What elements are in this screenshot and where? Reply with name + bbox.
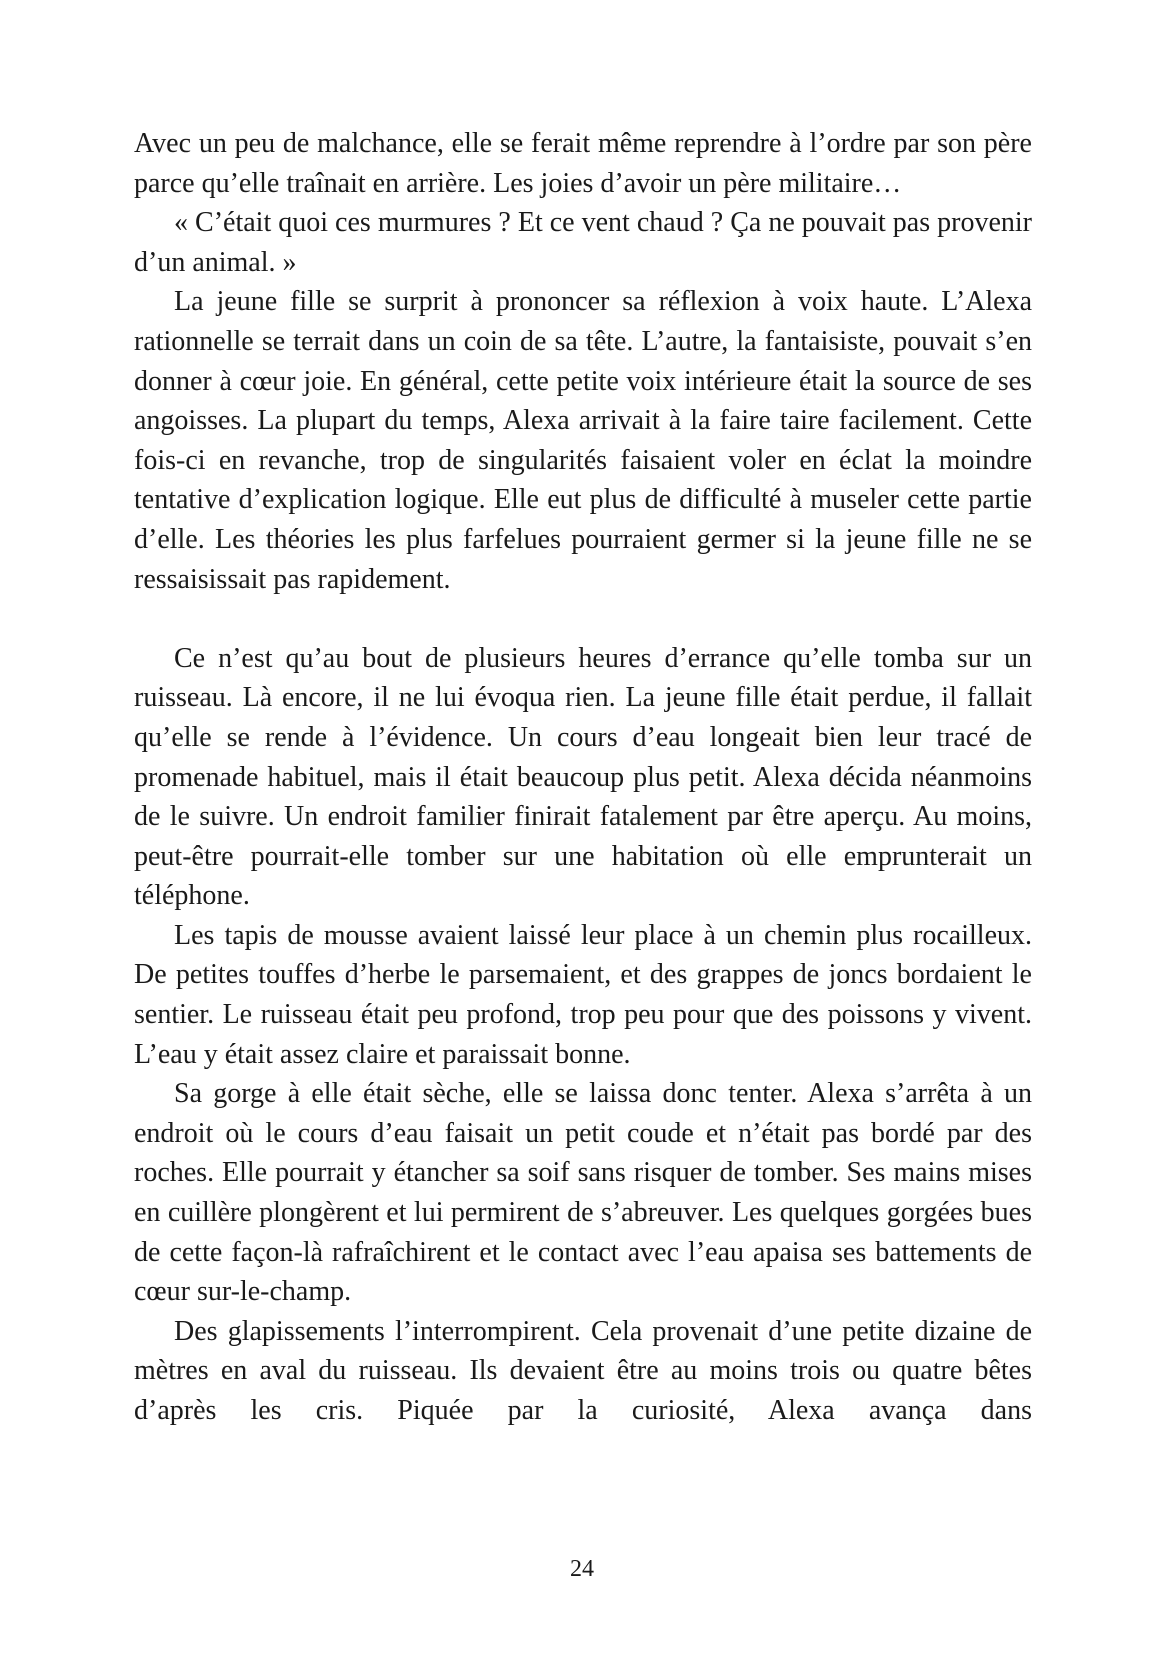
paragraph: La jeune fille se surprit à prononcer sa réflexion à voix haute. L’Alexa rationnelle se terrait dans un coin de sa tête. L’autre, la fantaisiste, pouvait s’en donner à cœur joie. En général, cette petite voix intérieure était la source de ses angoisses. La plupart du temps, Alexa arrivait à la faire taire facilement. Cette fois-ci en revanche, trop de singularités faisaient voler en éclat la moindre tentative d’explication logique. Elle eut plus de difficulté à museler cette partie d’elle. Les théories les plus farfelues pourraient germer si la jeune fille ne se ressaisissait pas rapidement. [134, 286, 1032, 595]
paragraph-section-start: Ce n’est qu’au bout de plusieurs heures d’errance qu’elle tomba sur un ruisseau. Là encore, il ne lui évoqua rien. La jeune fille était perdue, il fallait qu’elle se rende à l’évidence. Un cours d’eau longeait bien leur tracé de promenade habituel, mais il était beaucoup plus petit. Alexa décida néanmoins de le suivre. Un endroit familier finirait fatalement par être aperçu. Au moins, peut-être pourrait-elle tomber sur une habitation où elle emprunterait un téléphone. [134, 642, 1032, 912]
page-number: 24 [570, 1556, 594, 1582]
paragraph-dialogue: « C’était quoi ces murmures ? Et ce vent chaud ? Ça ne pouvait pas provenir d’un animal. » [134, 207, 1032, 278]
body-text [134, 124, 1032, 1431]
paragraph-continuation: Avec un peu de malchance, elle se ferait même reprendre à l’ordre par son père parce qu’elle traînait en arrière. Les joies d’avoir un père militaire… [134, 128, 1032, 199]
paragraph-continues-next-page: Des glapissements l’interrompirent. Cela provenait d’une petite dizaine de mètres en aval du ruisseau. Ils devaient être au moins trois ou quatre bêtes d’après les cris. Piquée par la curiosité, Alexa avança dans [134, 1315, 1032, 1426]
paragraph: Les tapis de mousse avaient laissé leur place à un chemin plus rocailleux. De petites touffes d’herbe le parsemaient, et des grappes de joncs bordaient le sentier. Le ruisseau était peu profond, trop peu pour que des poissons y vivent. L’eau y était assez claire et paraissait bonne. [134, 919, 1032, 1070]
paragraph: Sa gorge à elle était sèche, elle se laissa donc tenter. Alexa s’arrêta à un endroit où le cours d’eau faisait un petit coude et n’était pas bordé par des roches. Elle pourrait y étancher sa soif sans risquer de tomber. Ses mains mises en cuillère plongèrent et lui permirent de s’abreuver. Les quelques gorgées bues de cette façon-là rafraîchirent et le contact avec l’eau apaisa ses battements de cœur sur-le-champ. [134, 1078, 1032, 1308]
